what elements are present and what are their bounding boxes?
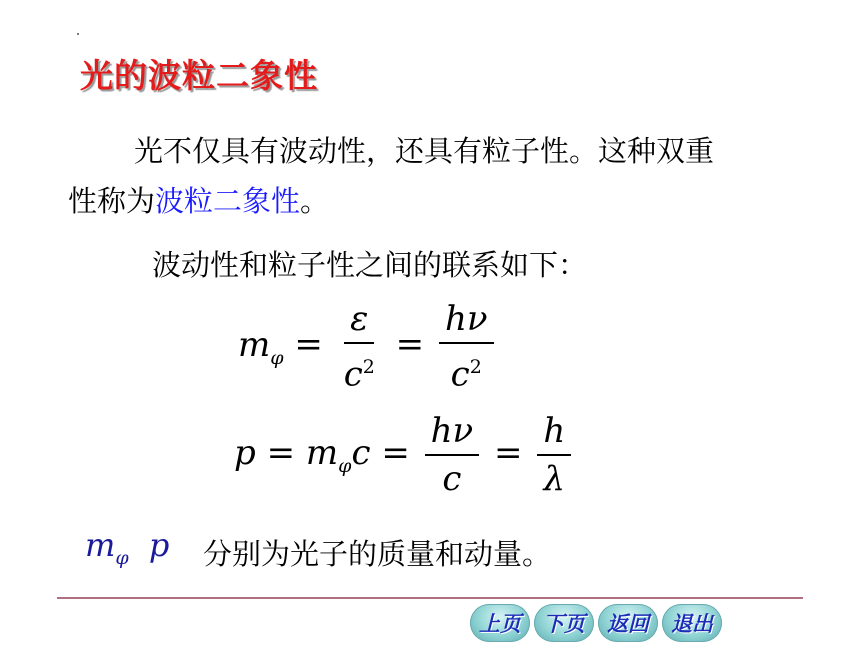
- eq1-fraction-1: [338, 299, 381, 394]
- eq2-fraction-2-denominator: λ: [543, 459, 566, 499]
- symbol-momentum: p: [148, 526, 170, 564]
- eq2-lhs: p: [234, 433, 256, 473]
- equation-mass: [238, 299, 498, 394]
- symbol-mass: $m_\varphi$: [85, 526, 129, 569]
- eq2-fraction-2: [537, 411, 571, 499]
- paragraph-line-1: 光不仅具有波动性，还具有粒子性。这种双重: [134, 134, 715, 168]
- eq1-lhs: $m_\varphi$: [238, 324, 284, 369]
- eq1-fraction-1-denominator: $c^2$: [343, 354, 375, 395]
- eq1-fraction-1-numerator: ε: [344, 299, 374, 344]
- back-button[interactable]: 返回: [598, 604, 658, 642]
- page-title: 光的波粒二象性: [80, 56, 318, 95]
- prev-page-button[interactable]: 上页: [470, 604, 530, 642]
- highlight-term: 波粒二象性: [155, 184, 301, 218]
- eq1-fraction-2-numerator: hν: [439, 299, 494, 344]
- eq2-equals-3: =: [494, 433, 523, 473]
- eq1-fraction-2-denominator: $c^2$: [450, 354, 482, 395]
- paragraph-line-2-prefix: 性称为: [68, 184, 156, 218]
- eq1-fraction-2: [439, 299, 494, 394]
- intro-paragraph: [68, 126, 813, 226]
- paragraph-line-2-suffix: 。: [300, 184, 330, 218]
- eq2-equals-2: =: [381, 433, 410, 473]
- exit-button[interactable]: 退出: [662, 604, 722, 642]
- eq2-fraction-1-numerator: hν: [425, 411, 480, 456]
- eq1-equals-2: =: [395, 324, 425, 365]
- next-page-button[interactable]: 下页: [534, 604, 594, 642]
- decorative-dot: [77, 33, 79, 35]
- eq2-mass-term: $m_\varphi c$: [305, 433, 371, 477]
- paragraph-line-2: [68, 176, 813, 226]
- eq2-fraction-2-numerator: h: [537, 411, 571, 456]
- equation-momentum: [234, 411, 575, 499]
- eq1-equals-1: =: [294, 324, 323, 365]
- symbol-description: 分别为光子的质量和动量。: [203, 537, 552, 571]
- relation-text: 波动性和粒子性之间的联系如下：: [152, 248, 588, 282]
- footer-divider: [57, 597, 803, 599]
- eq2-fraction-1: [425, 411, 480, 499]
- symbol-list: [85, 526, 169, 569]
- nav-bar: [470, 604, 722, 642]
- eq2-fraction-1-denominator: c: [442, 459, 462, 499]
- eq2-equals-1: =: [266, 433, 296, 473]
